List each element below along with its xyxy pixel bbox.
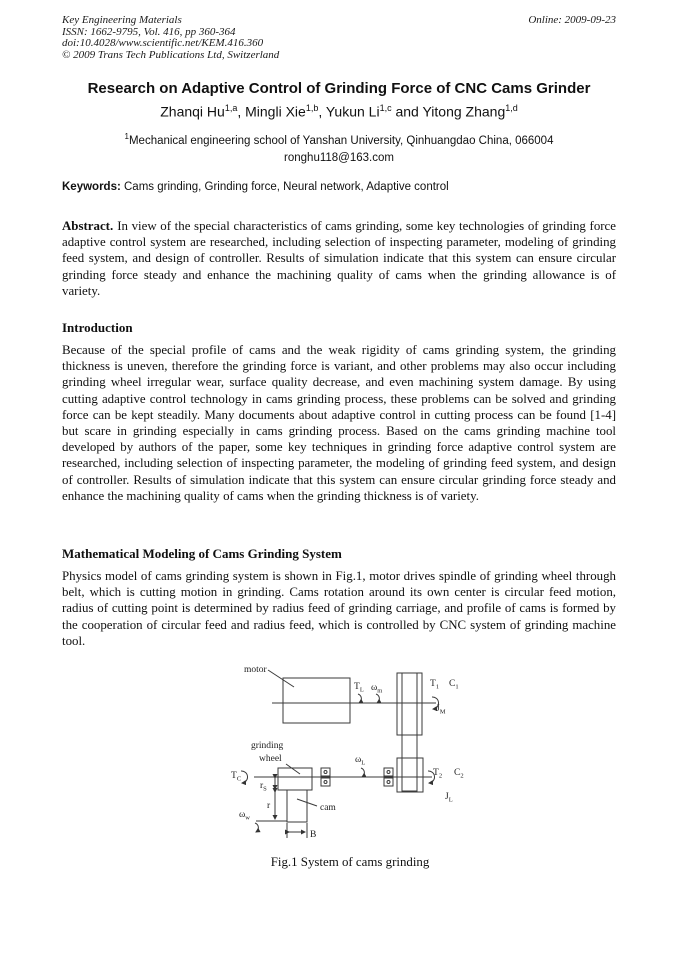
jm-symbol: $J_M$ xyxy=(436,704,446,716)
keywords-label: Keywords: xyxy=(62,181,121,193)
email: ronghu118@163.com xyxy=(284,152,394,164)
r-label: r xyxy=(267,801,271,811)
tc-symbol: $T_C$ xyxy=(231,771,242,783)
author-2-sup: 1,b xyxy=(305,103,319,113)
t1-symbol: $T_1$ xyxy=(430,679,440,691)
wl-rotation-arrow xyxy=(361,768,364,777)
b-label: B xyxy=(310,830,317,840)
motor-label: motor xyxy=(244,665,267,675)
keywords-line xyxy=(62,181,616,193)
online-date: Online: 2009-09-23 xyxy=(528,14,616,26)
author-2: , Mingli Xie xyxy=(237,103,306,120)
abstract-label: Abstract. xyxy=(62,219,114,233)
tl-rotation-arrow xyxy=(358,694,361,703)
author-1-sup: 1,a xyxy=(224,103,238,113)
wl-symbol: $\omega_L$ xyxy=(355,755,366,767)
wm-rotation-arrow xyxy=(376,694,379,703)
modeling-heading: Mathematical Modeling of Cams Grinding System xyxy=(62,546,342,561)
c1-symbol: $C_1$ xyxy=(449,679,459,691)
tl-symbol: $T_L$ xyxy=(354,682,364,694)
introduction-text: Because of the special profile of cams and the weak rigidity of cams grinding system, the grinding thickness is uneven, therefore the grinding force is variant, and other problems may also occur including grinding wheel irregular wear, surface quality decrease, and even machining system damage. By using cutting adaptive control technology in cams grinding process, these problems can be solved and grinding force can be kept steadily. Many documents about adaptive control in cutting process can be found [1-4] but scare in grinding especially in cams grinding process. Based on the cams grinding machine tool developed by authors of the paper, some key techniques in grinding force adaptive control system are researched, including selection of inspecting parameter, the modeling of grinding feed system, and design of controller. Results of simulation indicate that this system can ensure circular grinding force steady and enhance the machining quality of cams when the grinding thickness is of variety. xyxy=(62,343,616,503)
affiliation-sup: 1 xyxy=(124,132,129,141)
author-3-sup: 1,c xyxy=(379,103,392,113)
c2-symbol: $C_2$ xyxy=(454,768,464,780)
motor-rect xyxy=(283,678,350,723)
affiliation-text: Mechanical engineering school of Yanshan University, Qinhuangdao China, 066004 xyxy=(128,134,554,147)
paper-title: Research on Adaptive Control of Grinding Force of CNC Cams Grinder xyxy=(87,80,591,97)
top-pulley-rect xyxy=(397,673,422,735)
affiliation xyxy=(0,132,678,147)
rs-symbol: $r_S$ xyxy=(260,781,267,793)
modeling-text: Physics model of cams grinding system is shown in Fig.1, motor drives spindle of grinding wheel through belt, which is cutting motion in grinding. Cams rotation around its own center is circular feed motion, radius of cutting point is determined by radius feed of grinding carriage, and profile of cams is formed by the cooperation of circular feed and radius feed, which is controlled by CNC system of grinding machine tool. xyxy=(62,569,616,648)
author-3: , Yukun Li xyxy=(318,103,380,120)
cam-label: cam xyxy=(320,803,336,813)
figure-1 xyxy=(230,656,470,848)
belt-rect xyxy=(402,673,417,791)
journal-header xyxy=(62,15,616,61)
t2-symbol: $T_2$ xyxy=(433,768,443,780)
keywords-text: Cams grinding, Grinding force, Neural network, Adaptive control xyxy=(120,181,449,193)
wheel-label: wheel xyxy=(259,754,282,764)
figure-caption: Fig.1 System of cams grinding xyxy=(270,855,430,869)
authors-line xyxy=(0,103,678,120)
grinding-label: grinding xyxy=(251,741,284,751)
introduction-heading: Introduction xyxy=(62,320,133,335)
jl-symbol: $J_L$ xyxy=(445,792,453,804)
abstract-text: In view of the special characteristics of cams grinding, some key technologies of grinding force adaptive control system are researched, including selection of inspecting parameter, modeling of grinding feed system, and design of controller. Results of simulation indicate that this system can ensure circular grinding force steady and enhance the machining quality of cams when the grinding allowance is of variety. xyxy=(62,219,616,298)
ww-symbol: $\omega_w$ xyxy=(239,810,250,822)
tc-rotation-arrow xyxy=(241,771,248,783)
doi-line: doi:10.4028/www.scientific.net/KEM.416.360 xyxy=(62,37,264,50)
cam-rect xyxy=(287,790,307,822)
ww-rotation-arrow xyxy=(255,823,258,832)
bottom-pulley-rect xyxy=(397,758,423,792)
author-1: Zhanqi Hu xyxy=(160,103,225,120)
issn-line: ISSN: 1662-9795, Vol. 416, pp 360-364 xyxy=(62,25,236,38)
copyright-line: © 2009 Trans Tech Publications Ltd, Switzerland xyxy=(62,48,280,61)
journal-name: Key Engineering Materials xyxy=(62,14,182,26)
abstract xyxy=(62,218,616,299)
author-4-sup: 1,d xyxy=(505,103,518,113)
wm-symbol: $\omega_m$ xyxy=(371,683,383,695)
wheel-leader-line xyxy=(286,764,300,774)
author-4: and Yitong Zhang xyxy=(391,103,506,120)
grinding-wheel-rect xyxy=(278,768,312,790)
cams-grinding-diagram xyxy=(230,656,470,848)
